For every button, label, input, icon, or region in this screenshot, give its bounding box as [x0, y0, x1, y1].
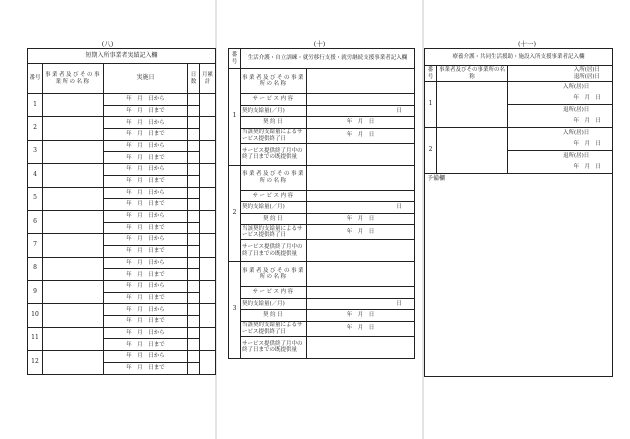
remaining-label: サービス提供終了月中の終了日までの既提供量 [241, 336, 307, 358]
page-section-8 [0, 0, 215, 439]
days-cell[interactable] [188, 257, 200, 269]
contract-unit[interactable]: 日 [307, 105, 415, 117]
month-total-cell[interactable] [200, 164, 216, 187]
days-cell[interactable] [188, 152, 200, 164]
provider-cell[interactable] [437, 128, 508, 174]
provider-cell[interactable] [43, 257, 104, 280]
col-header-no: 番号 [28, 64, 43, 94]
contract-label: 契約支給量(／月) [241, 105, 307, 117]
remarks-area[interactable] [425, 174, 613, 377]
block-number: 3 [229, 262, 241, 359]
days-cell[interactable] [188, 234, 200, 246]
days-cell[interactable] [188, 210, 200, 222]
date-from-cell[interactable]: 年 月 日から [104, 117, 188, 129]
table-row [28, 94, 216, 106]
row-number: 11 [28, 327, 43, 350]
entry-date-label: 入所(居)日 [563, 130, 590, 137]
contract-date-cell[interactable]: 年 月 日 [307, 213, 415, 225]
section-10-number: (十) [313, 40, 326, 48]
table-row [28, 164, 216, 176]
provider-cell[interactable] [43, 304, 104, 327]
provider-cell[interactable] [43, 327, 104, 350]
month-total-cell[interactable] [200, 117, 216, 140]
service-cell[interactable] [307, 287, 415, 299]
provider-cell[interactable] [437, 82, 508, 128]
days-cell[interactable] [188, 140, 200, 152]
table-row [229, 321, 415, 336]
contract-unit[interactable]: 日 [307, 202, 415, 214]
service-cell[interactable] [307, 190, 415, 202]
row-number: 2 [28, 117, 43, 140]
table-row [229, 117, 415, 129]
end-date-cell[interactable]: 年 月 日 [307, 225, 415, 240]
service-label: サービス内容 [241, 287, 307, 299]
col-header-exit-date: 退所(居)日 [573, 73, 601, 80]
block-number: 2 [229, 165, 241, 262]
row-number: 9 [28, 281, 43, 304]
contract-date-label: 契約日 [241, 117, 307, 129]
end-date-label: 当該契約支給量によるサービス提供終了日 [241, 225, 307, 240]
date-from-cell[interactable]: 年 月 日から [104, 164, 188, 176]
table-row [229, 190, 415, 202]
block-number: 1 [229, 69, 241, 166]
row-number: 4 [28, 164, 43, 187]
table-row [229, 262, 415, 287]
exit-date-value[interactable]: 年 月 日 [573, 118, 602, 125]
provider-cell[interactable] [43, 94, 104, 117]
remaining-label: サービス提供終了月中の終了日までの既提供量 [241, 143, 307, 165]
days-cell[interactable] [188, 105, 200, 117]
provider-cell[interactable] [43, 234, 104, 257]
provider-cell[interactable] [43, 210, 104, 233]
exit-date-label: 退所(居)日 [563, 153, 590, 160]
table-row [28, 281, 216, 293]
days-cell[interactable] [188, 327, 200, 339]
date-from-cell[interactable]: 年 月 日から [104, 187, 188, 199]
end-date-label: 当該契約支給量によるサービス提供終了日 [241, 128, 307, 143]
exit-date-label: 退所(居)日 [563, 107, 590, 114]
date-from-cell[interactable]: 年 月 日から [104, 257, 188, 269]
end-date-label: 当該契約支給量によるサービス提供終了日 [241, 321, 307, 336]
contract-date-cell[interactable]: 年 月 日 [307, 117, 415, 129]
date-from-cell[interactable]: 年 月 日から [104, 210, 188, 222]
table-row [28, 234, 216, 246]
days-cell[interactable] [188, 94, 200, 106]
col-header-no: 番号 [229, 49, 241, 69]
provider-cell[interactable] [307, 262, 415, 287]
table-row [229, 128, 415, 143]
provider-cell[interactable] [43, 140, 104, 163]
contract-label: 契約支給量(／月) [241, 298, 307, 310]
table-row [229, 105, 415, 117]
date-from-cell[interactable]: 年 月 日から [104, 281, 188, 293]
exit-date-value[interactable]: 年 月 日 [573, 164, 602, 171]
section-11-title: 療養介護・共同生活援助・施設入所支援事業者記入欄 [425, 49, 613, 66]
month-total-cell[interactable] [200, 234, 216, 257]
contract-date-label: 契約日 [241, 310, 307, 322]
row-number: 3 [28, 140, 43, 163]
month-total-cell[interactable] [200, 140, 216, 163]
contract-label: 契約支給量(／月) [241, 202, 307, 214]
block-number: 1 [425, 82, 437, 128]
section-10-table [228, 48, 415, 359]
entry-date-value[interactable]: 年 月 日 [573, 141, 602, 148]
table-row [425, 82, 613, 94]
remaining-cell[interactable] [307, 336, 415, 358]
month-total-cell[interactable] [200, 94, 216, 117]
date-from-cell[interactable]: 年 月 日から [104, 351, 188, 363]
provider-cell[interactable] [43, 117, 104, 140]
remaining-label: サービス提供終了月中の終了日までの既提供量 [241, 240, 307, 262]
days-cell[interactable] [188, 175, 200, 187]
month-total-cell[interactable] [200, 187, 216, 210]
table-row [229, 336, 415, 358]
service-cell[interactable] [307, 94, 415, 106]
table-row [28, 187, 216, 199]
service-label: サービス内容 [241, 94, 307, 106]
provider-label: 事業者及びその事業所の名称 [241, 69, 307, 94]
end-date-cell[interactable]: 年 月 日 [307, 321, 415, 336]
provider-label: 事業者及びその事業所の名称 [241, 262, 307, 287]
date-from-cell[interactable]: 年 月 日から [104, 94, 188, 106]
date-to-cell[interactable]: 年 月 日まで [104, 292, 188, 304]
contract-date-cell[interactable]: 年 月 日 [307, 310, 415, 322]
table-row [229, 143, 415, 165]
col-header-entry-date: 入所(居)日 [573, 67, 601, 74]
days-cell[interactable] [188, 362, 200, 374]
provider-cell[interactable] [307, 165, 415, 190]
table-row [229, 94, 415, 106]
month-total-cell[interactable] [200, 327, 216, 350]
date-to-cell[interactable]: 年 月 日まで [104, 316, 188, 328]
month-total-cell[interactable] [200, 257, 216, 280]
entry-date-label: 入所(居)日 [563, 84, 590, 91]
table-row [229, 298, 415, 310]
provider-cell[interactable] [43, 281, 104, 304]
col-header-provider: 事業者及びその事業所の名称 [43, 64, 104, 94]
row-number: 5 [28, 187, 43, 210]
date-from-cell[interactable]: 年 月 日から [104, 327, 188, 339]
days-cell[interactable] [188, 199, 200, 211]
date-to-cell[interactable]: 年 月 日まで [104, 105, 188, 117]
provider-cell[interactable] [43, 351, 104, 374]
page-section-11 [424, 0, 630, 439]
table-row [229, 225, 415, 240]
section-11-table [424, 48, 613, 377]
table-row [28, 257, 216, 269]
remaining-cell[interactable] [307, 240, 415, 262]
days-cell[interactable] [188, 339, 200, 351]
col-header-date: 実施日 [104, 64, 188, 94]
table-row [425, 128, 613, 140]
days-cell[interactable] [188, 245, 200, 257]
date-to-cell[interactable]: 年 月 日まで [104, 152, 188, 164]
table-row [28, 210, 216, 222]
date-to-cell[interactable]: 年 月 日まで [104, 362, 188, 374]
date-to-cell[interactable]: 年 月 日まで [104, 339, 188, 351]
table-row [28, 304, 216, 316]
days-cell[interactable] [188, 292, 200, 304]
col-header-month-total: 月累計 [200, 64, 216, 94]
days-cell[interactable] [188, 129, 200, 141]
service-label: サービス内容 [241, 190, 307, 202]
table-row [28, 327, 216, 339]
row-number: 8 [28, 257, 43, 280]
days-cell[interactable] [188, 117, 200, 129]
provider-cell[interactable] [43, 187, 104, 210]
date-from-cell[interactable]: 年 月 日から [104, 140, 188, 152]
date-to-cell[interactable]: 年 月 日まで [104, 269, 188, 281]
row-number: 7 [28, 234, 43, 257]
days-cell[interactable] [188, 222, 200, 234]
row-number: 1 [28, 94, 43, 117]
month-total-cell[interactable] [200, 351, 216, 374]
provider-cell[interactable] [307, 69, 415, 94]
contract-date-label: 契約日 [241, 213, 307, 225]
page-section-10 [217, 0, 422, 439]
days-cell[interactable] [188, 351, 200, 363]
month-total-cell[interactable] [200, 304, 216, 327]
days-cell[interactable] [188, 269, 200, 281]
table-row [28, 351, 216, 363]
entry-date-value[interactable]: 年 月 日 [573, 95, 602, 102]
table-row [229, 240, 415, 262]
end-date-cell[interactable]: 年 月 日 [307, 128, 415, 143]
date-to-cell[interactable]: 年 月 日まで [104, 129, 188, 141]
date-to-cell[interactable]: 年 月 日まで [104, 199, 188, 211]
col-header-no: 番号 [425, 66, 437, 82]
days-cell[interactable] [188, 164, 200, 176]
table-row [229, 213, 415, 225]
table-row [229, 202, 415, 214]
date-to-cell[interactable]: 年 月 日まで [104, 245, 188, 257]
col-header-provider: 事業者及びその事業所の名称 [437, 66, 508, 82]
table-row [229, 310, 415, 322]
table-row [229, 165, 415, 190]
date-to-cell[interactable]: 年 月 日まで [104, 175, 188, 187]
col-header-days: 日数 [188, 64, 200, 94]
date-from-cell[interactable]: 年 月 日から [104, 234, 188, 246]
date-to-cell[interactable]: 年 月 日まで [104, 222, 188, 234]
table-row [229, 287, 415, 299]
days-cell[interactable] [188, 316, 200, 328]
contract-unit[interactable]: 日 [307, 298, 415, 310]
days-cell[interactable] [188, 304, 200, 316]
block-number: 2 [425, 128, 437, 174]
provider-label: 事業者及びその事業所の名称 [241, 165, 307, 190]
table-row [28, 140, 216, 152]
section-8-table [27, 48, 216, 375]
section-8-number: (八) [101, 40, 114, 48]
table-row [229, 69, 415, 94]
section-8-title: 短期入所事業者実績記入欄 [28, 49, 216, 64]
row-number: 10 [28, 304, 43, 327]
section-10-title: 生活介護・自立訓練・就労移行支援・就労継続支援事業者記入欄 [241, 49, 415, 69]
section-11-number: (十一) [517, 40, 537, 48]
month-total-cell[interactable] [200, 210, 216, 233]
date-from-cell[interactable]: 年 月 日から [104, 304, 188, 316]
provider-cell[interactable] [43, 164, 104, 187]
month-total-cell[interactable] [200, 281, 216, 304]
row-number: 12 [28, 351, 43, 374]
remaining-cell[interactable] [307, 143, 415, 165]
remarks-label: 予備欄 [427, 175, 446, 182]
table-row [28, 117, 216, 129]
days-cell[interactable] [188, 281, 200, 293]
days-cell[interactable] [188, 187, 200, 199]
row-number: 6 [28, 210, 43, 233]
